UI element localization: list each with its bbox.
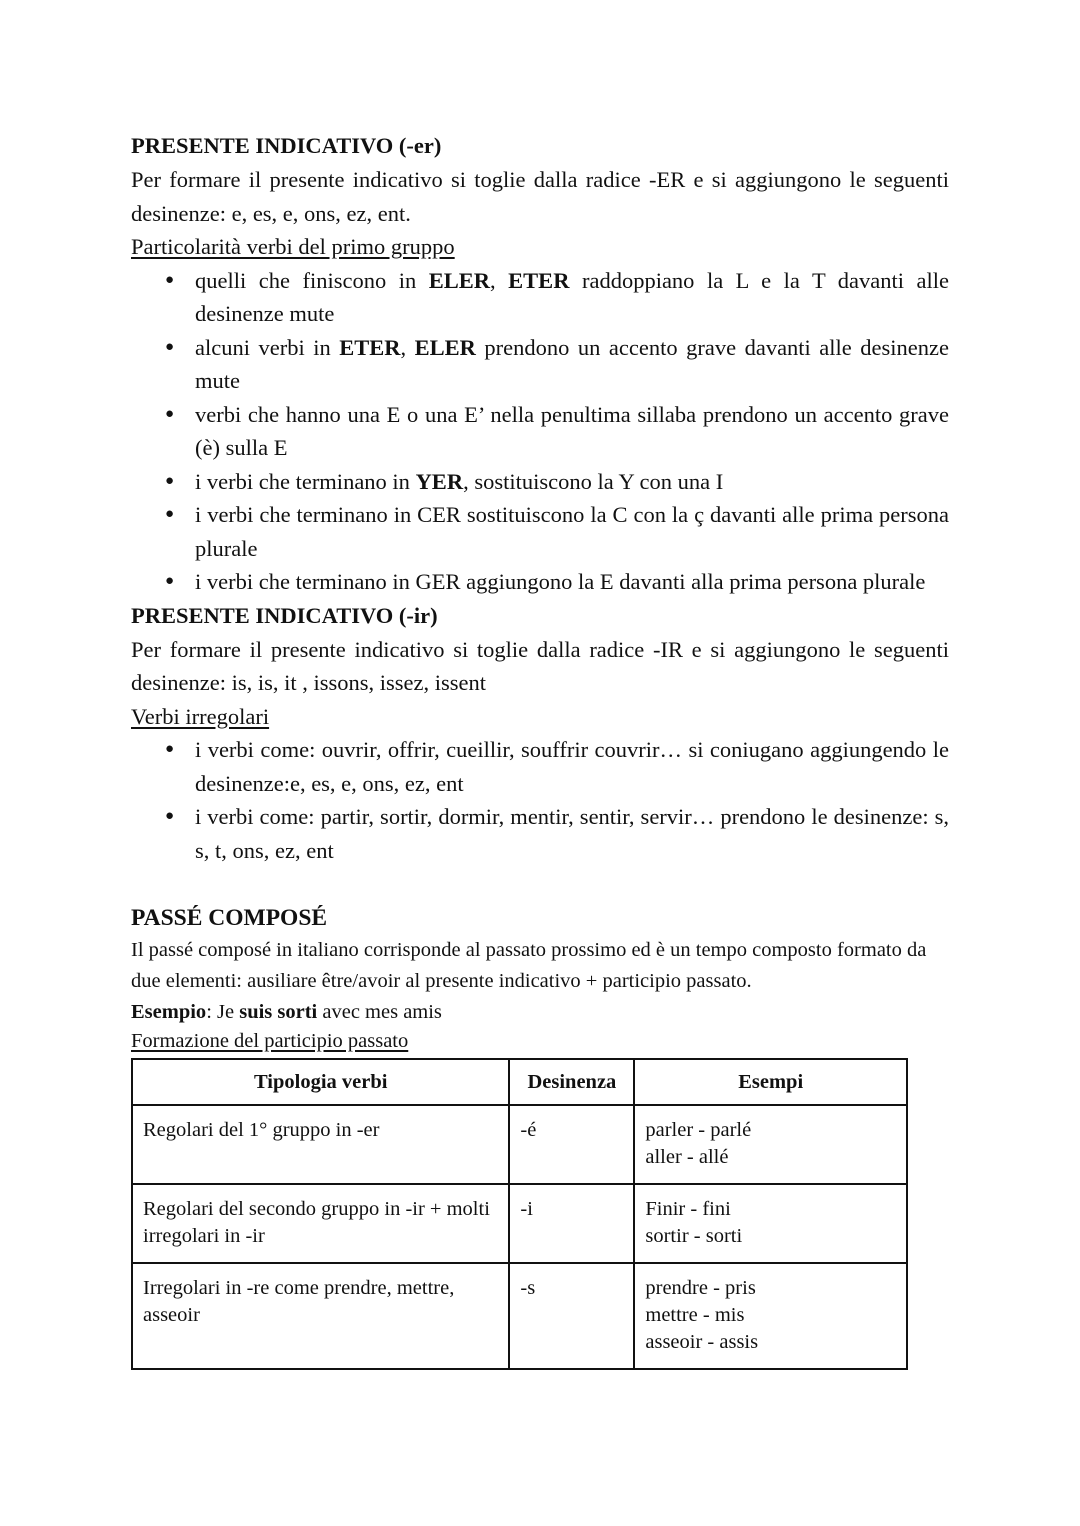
section-intro-presente-er: Per formare il presente indicativo si toglie dalla radice -ER e si aggiungono le seguenti desinenze: e, es, e, ons, ez, ent.	[131, 167, 949, 226]
table-cell-type: Regolari del 1° gruppo in -er	[132, 1105, 509, 1184]
example-line: parler - parlé	[645, 1119, 752, 1141]
table-cell-examples	[634, 1184, 907, 1263]
bullet-list-irregolari	[131, 733, 949, 867]
table-row	[132, 1263, 907, 1369]
example-sentence: Esempio: Je suis sorti avec mes amis	[131, 1001, 442, 1023]
section-title-presente-ir: PRESENTE INDICATIVO (-ir)	[131, 602, 438, 628]
list-item: ● quelli che finiscono in ELER, ETER raddoppiano la L e la T davanti alle desinenze mute	[195, 264, 949, 331]
example-line: mettre - mis	[645, 1304, 745, 1326]
table-cell-examples	[634, 1263, 907, 1369]
table-cell-ending: -i	[509, 1184, 634, 1263]
table-header-row	[132, 1059, 907, 1105]
table-header-cell: Desinenza	[509, 1059, 634, 1105]
table-row	[132, 1184, 907, 1263]
table-cell-type: Irregolari in -re come prendre, mettre, asseoir	[132, 1263, 509, 1369]
document-content	[131, 129, 949, 1370]
example-line: Finir - fini	[645, 1198, 731, 1220]
table-row	[132, 1105, 907, 1184]
table-header-cell: Esempi	[634, 1059, 907, 1105]
list-item: ● alcuni verbi in ETER, ELER prendono un accento grave davanti alle desinenze mute	[195, 331, 949, 398]
table-cell-ending: -s	[509, 1263, 634, 1369]
section-intro-passe-compose: Il passé composé in italiano corrisponde al passato prossimo ed è un tempo composto formato da due elementi: ausiliare être/avoir al presente indicativo + participio passato.	[131, 939, 927, 992]
subheading-formazione-participio: Formazione del participio passato	[131, 1030, 409, 1052]
table-header-cell: Tipologia verbi	[132, 1059, 509, 1105]
example-line: sortir - sorti	[645, 1225, 743, 1247]
list-item: ● i verbi come: partir, sortir, dormir, mentir, sentir, servir… prendono le desinenze: s, s, t, ons, ez, ent	[195, 800, 949, 867]
list-item: ● i verbi che terminano in YER, sostituiscono la Y con una I	[195, 465, 949, 499]
section-intro-presente-ir: Per formare il presente indicativo si toglie dalla radice -IR e si aggiungono le seguenti desinenze: is, is, it , issons, issez, issent	[131, 636, 949, 695]
table-cell-ending: -é	[509, 1105, 634, 1184]
list-item: ● i verbi come: ouvrir, offrir, cueillir, souffrir couvrir… si coniugano aggiungendo le desinenze:e, es, e, ons, ez, ent	[195, 733, 949, 800]
list-item: ● i verbi che terminano in CER sostituiscono la C con la ç davanti alle prima persona plurale	[195, 498, 949, 565]
section-gap	[131, 867, 949, 901]
example-line: asseoir - assis	[645, 1331, 759, 1353]
table-cell-examples	[634, 1105, 907, 1184]
bullet-list-primo-gruppo	[131, 264, 949, 599]
subheading-particolarita: Particolarità verbi del primo gruppo	[131, 234, 455, 259]
example-line: prendre - pris	[645, 1277, 756, 1299]
section-title-presente-er: PRESENTE INDICATIVO (-er)	[131, 133, 442, 158]
participio-table	[131, 1058, 908, 1370]
example-line: aller - allé	[645, 1146, 729, 1168]
list-item: ● i verbi che terminano in GER aggiungono la E davanti alla prima persona plurale	[195, 565, 949, 599]
section-title-passe-compose: PASSÉ COMPOSÉ	[131, 905, 328, 931]
subheading-verbi-irregolari: Verbi irregolari	[131, 703, 270, 729]
list-item: ● verbi che hanno una E o una E’ nella penultima sillaba prendono un accento grave (è) sulla E	[195, 398, 949, 465]
table-cell-type: Regolari del secondo gruppo in -ir + molti irregolari in -ir	[132, 1184, 509, 1263]
